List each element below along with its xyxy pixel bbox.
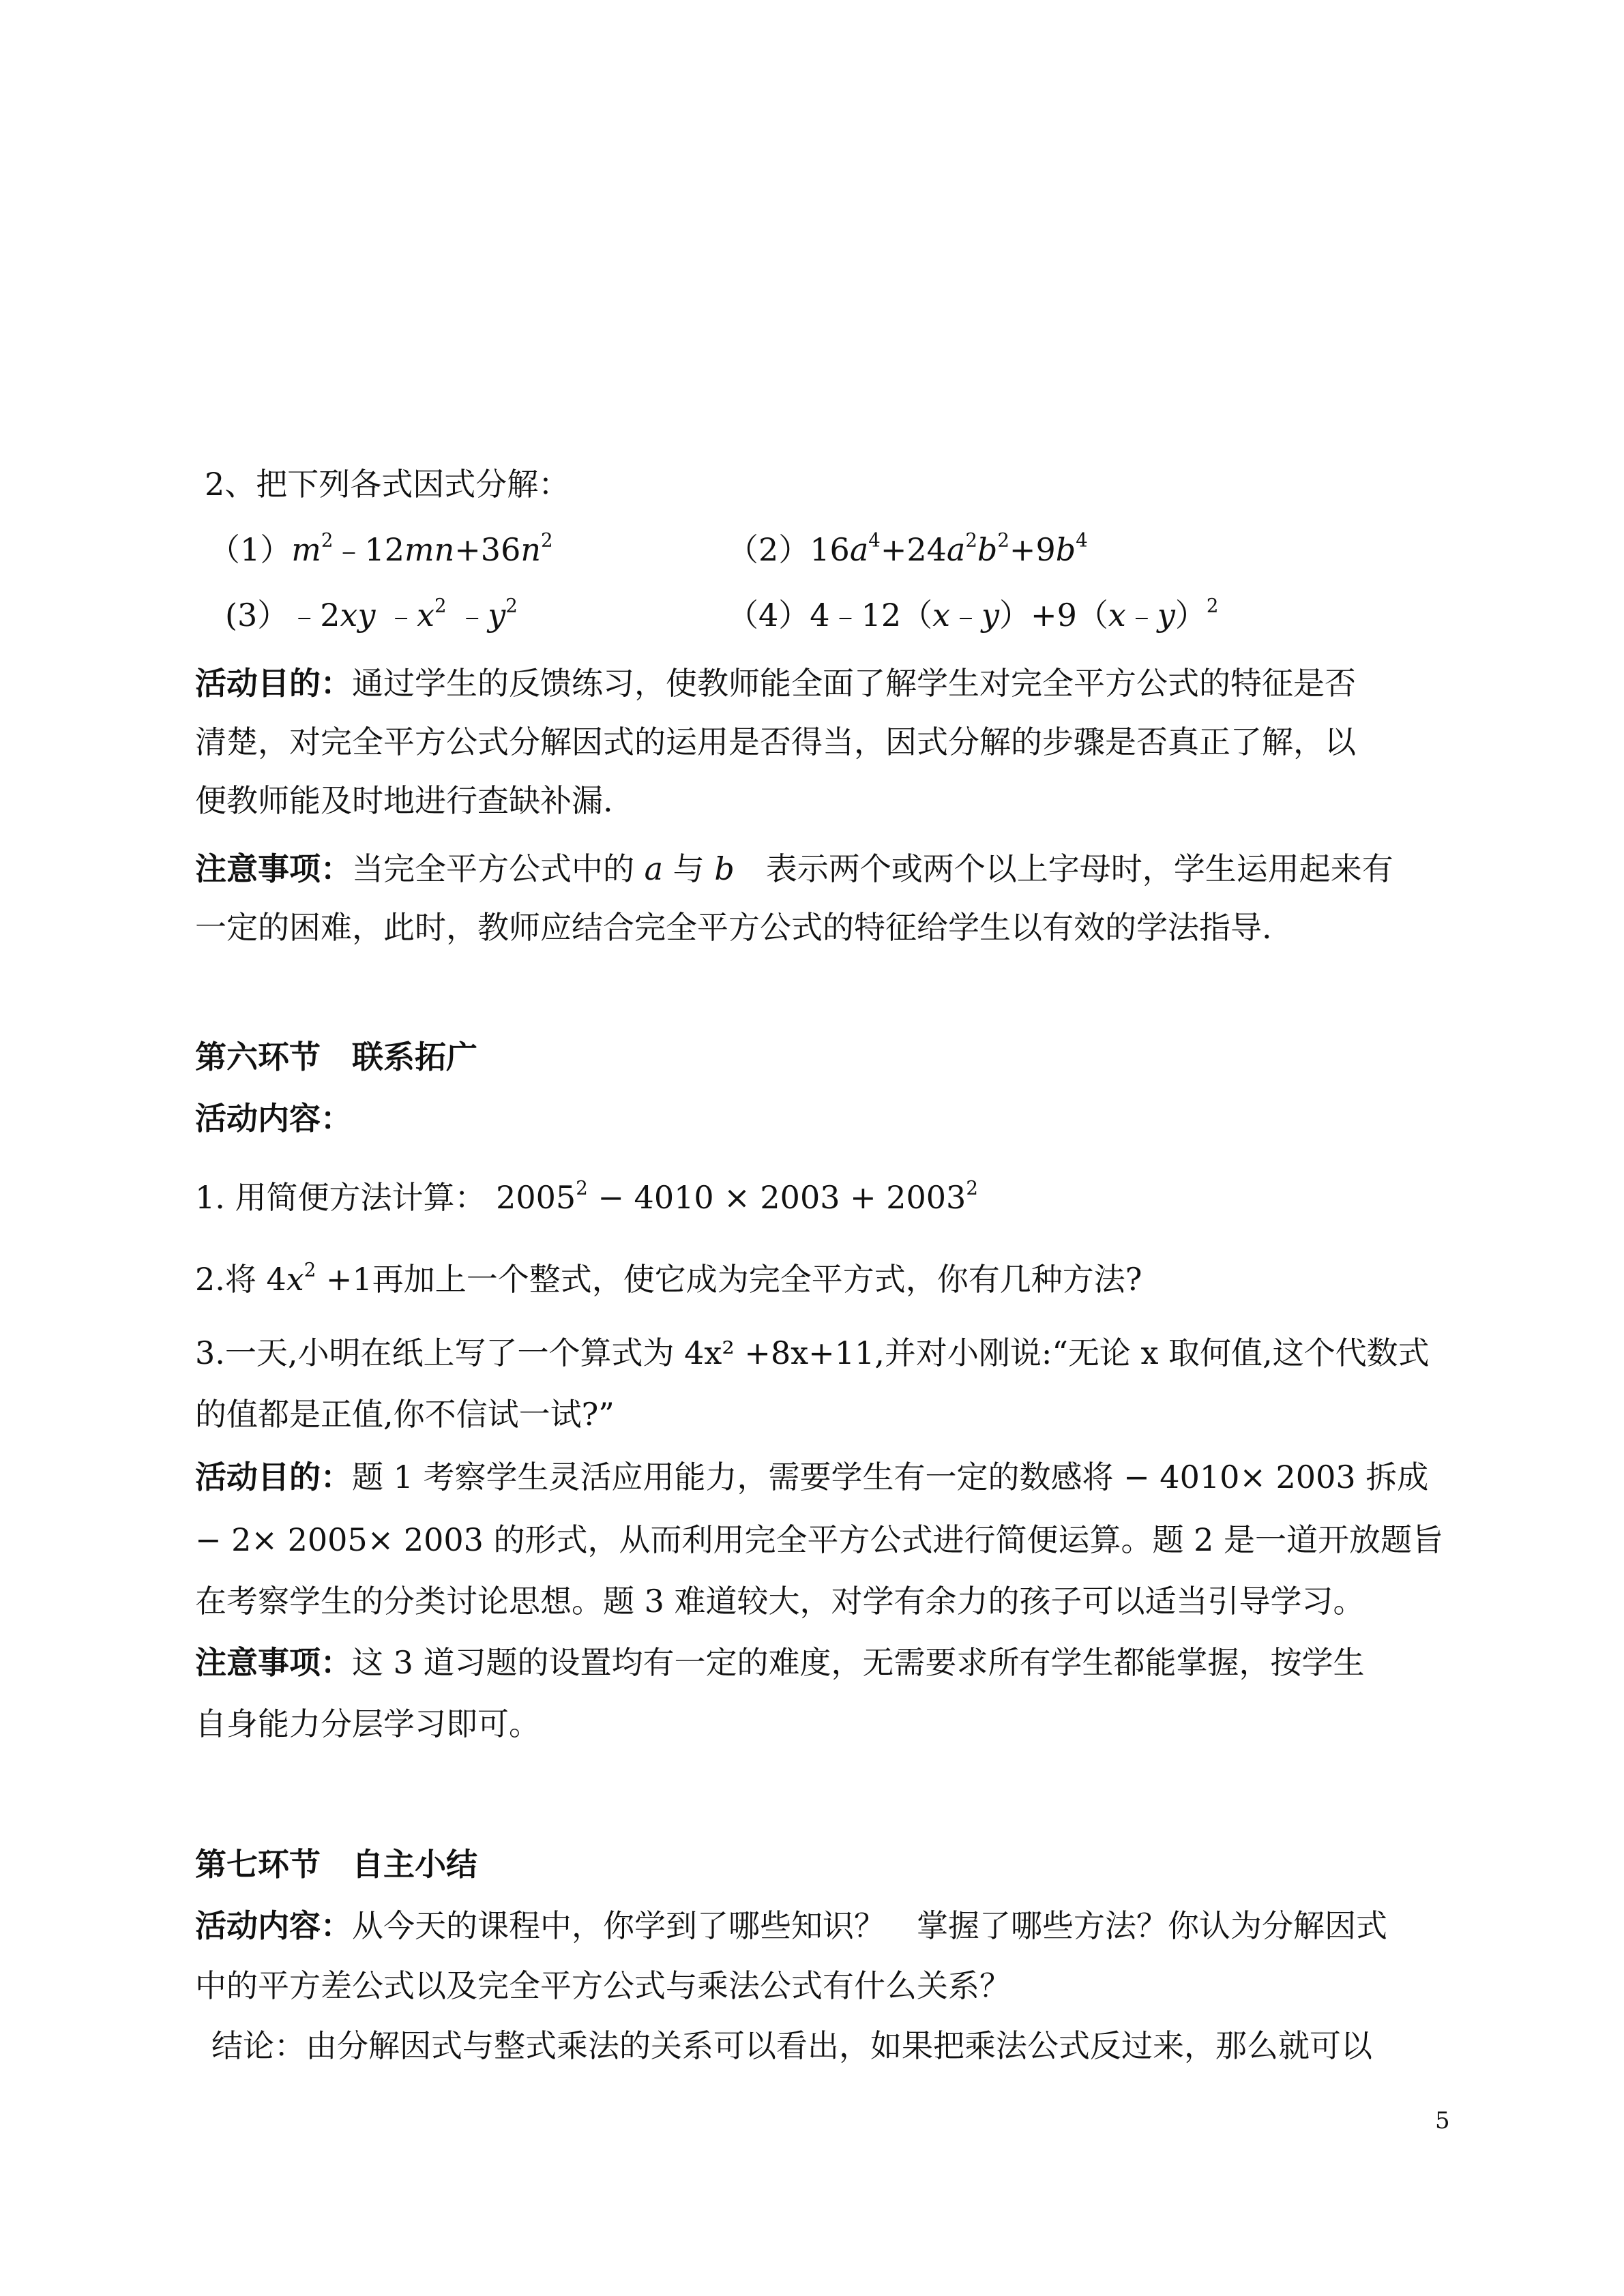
note-label: 注意事项： — [195, 850, 352, 887]
section-7-content-line-1: 活动内容：从今天的课程中，你学到了哪些知识？ 掌握了哪些方法？你认为分解因式 — [195, 1907, 1387, 1944]
section-6-purpose-line-2: − 2× 2005× 2003 的形式，从而利用完全平方公式进行简便运算。题 2 是一道开放题旨 — [195, 1521, 1444, 1558]
purpose-paragraph-line-1: 活动目的：通过学生的反馈练习，使教师能全面了解学生对完全平方公式的特征是否 — [195, 665, 1356, 702]
problem-3-line-2: 的值都是正值,你不信试一试?” — [195, 1396, 615, 1433]
section-7-content-line-2: 中的平方差公式以及完全平方公式与乘法公式有什么关系？ — [195, 1967, 1011, 2004]
page-number: 5 — [1435, 2107, 1450, 2134]
purpose-paragraph-line-2: 清楚，对完全平方公式分解因式的运用是否得当，因式分解的步骤是否真正了解，以 — [195, 724, 1356, 760]
section-6-purpose-line-1: 活动目的：题 1 考察学生灵活应用能力，需要学生有一定的数感将 − 4010× 2003 拆成 — [195, 1459, 1429, 1495]
note-paragraph-line-1: 注意事项：当完全平方公式中的 a 与 b 表示两个或两个以上字母时，学生运用起来有 — [195, 850, 1393, 887]
problem-3-line-1: 3.一天,小明在纸上写了一个算式为 4x² +8x+11,并对小刚说:“无论 x 取何值,这个代数式 — [195, 1335, 1430, 1371]
problem-2: 2.将 $4x^2 +1$再加上一个整式，使它成为完全平方式，你有几种方法? — [195, 1258, 1142, 1298]
exercise-item-3: (3）﹣2xy $﹣x^2$ $﹣y^2$ — [225, 594, 518, 633]
exercise-item-4: （4）4﹣12（x﹣y）+9（x﹣y）$^2$ — [727, 594, 1219, 633]
section-6-note-line-2: 自身能力分层学习即可。 — [195, 1705, 540, 1742]
exercise-item-2: $(2)16a^4+24a^2b^2+9b^4$ — [727, 528, 1088, 568]
question-2-title: 2、把下列各式因式分解： — [205, 466, 570, 503]
section-6-purpose-line-3: 在考察学生的分类讨论思想。题 3 难道较大，对学有余力的孩子可以适当引导学习。 — [195, 1583, 1365, 1620]
purpose-paragraph-line-3: 便教师能及时地进行查缺补漏. — [195, 782, 613, 819]
section-6-heading: 第六环节 联系拓广 — [195, 1039, 477, 1075]
section-6-note-line-1: 注意事项：这 3 道习题的设置均有一定的难度，无需要求所有学生都能掌握，按学生 — [195, 1644, 1365, 1681]
section-6-content-label: 活动内容： — [195, 1100, 352, 1137]
purpose-label: 活动目的： — [195, 665, 352, 702]
problem-1: 1. 用简便方法计算： $2005^2 - 4010 \times 2003 + 2003^2$ — [195, 1176, 978, 1216]
note-paragraph-line-2: 一定的困难，此时，教师应结合完全平方公式的特征给学生以有效的学法指导. — [195, 909, 1272, 946]
conclusion-line: 结论：由分解因式与整式乘法的关系可以看出，如果把乘法公式反过来，那么就可以 — [211, 2027, 1372, 2064]
section-7-heading: 第七环节 自主小结 — [195, 1846, 477, 1883]
exercise-item-1: $(1)m^2﹣12mn+36n^2$ — [209, 528, 553, 568]
